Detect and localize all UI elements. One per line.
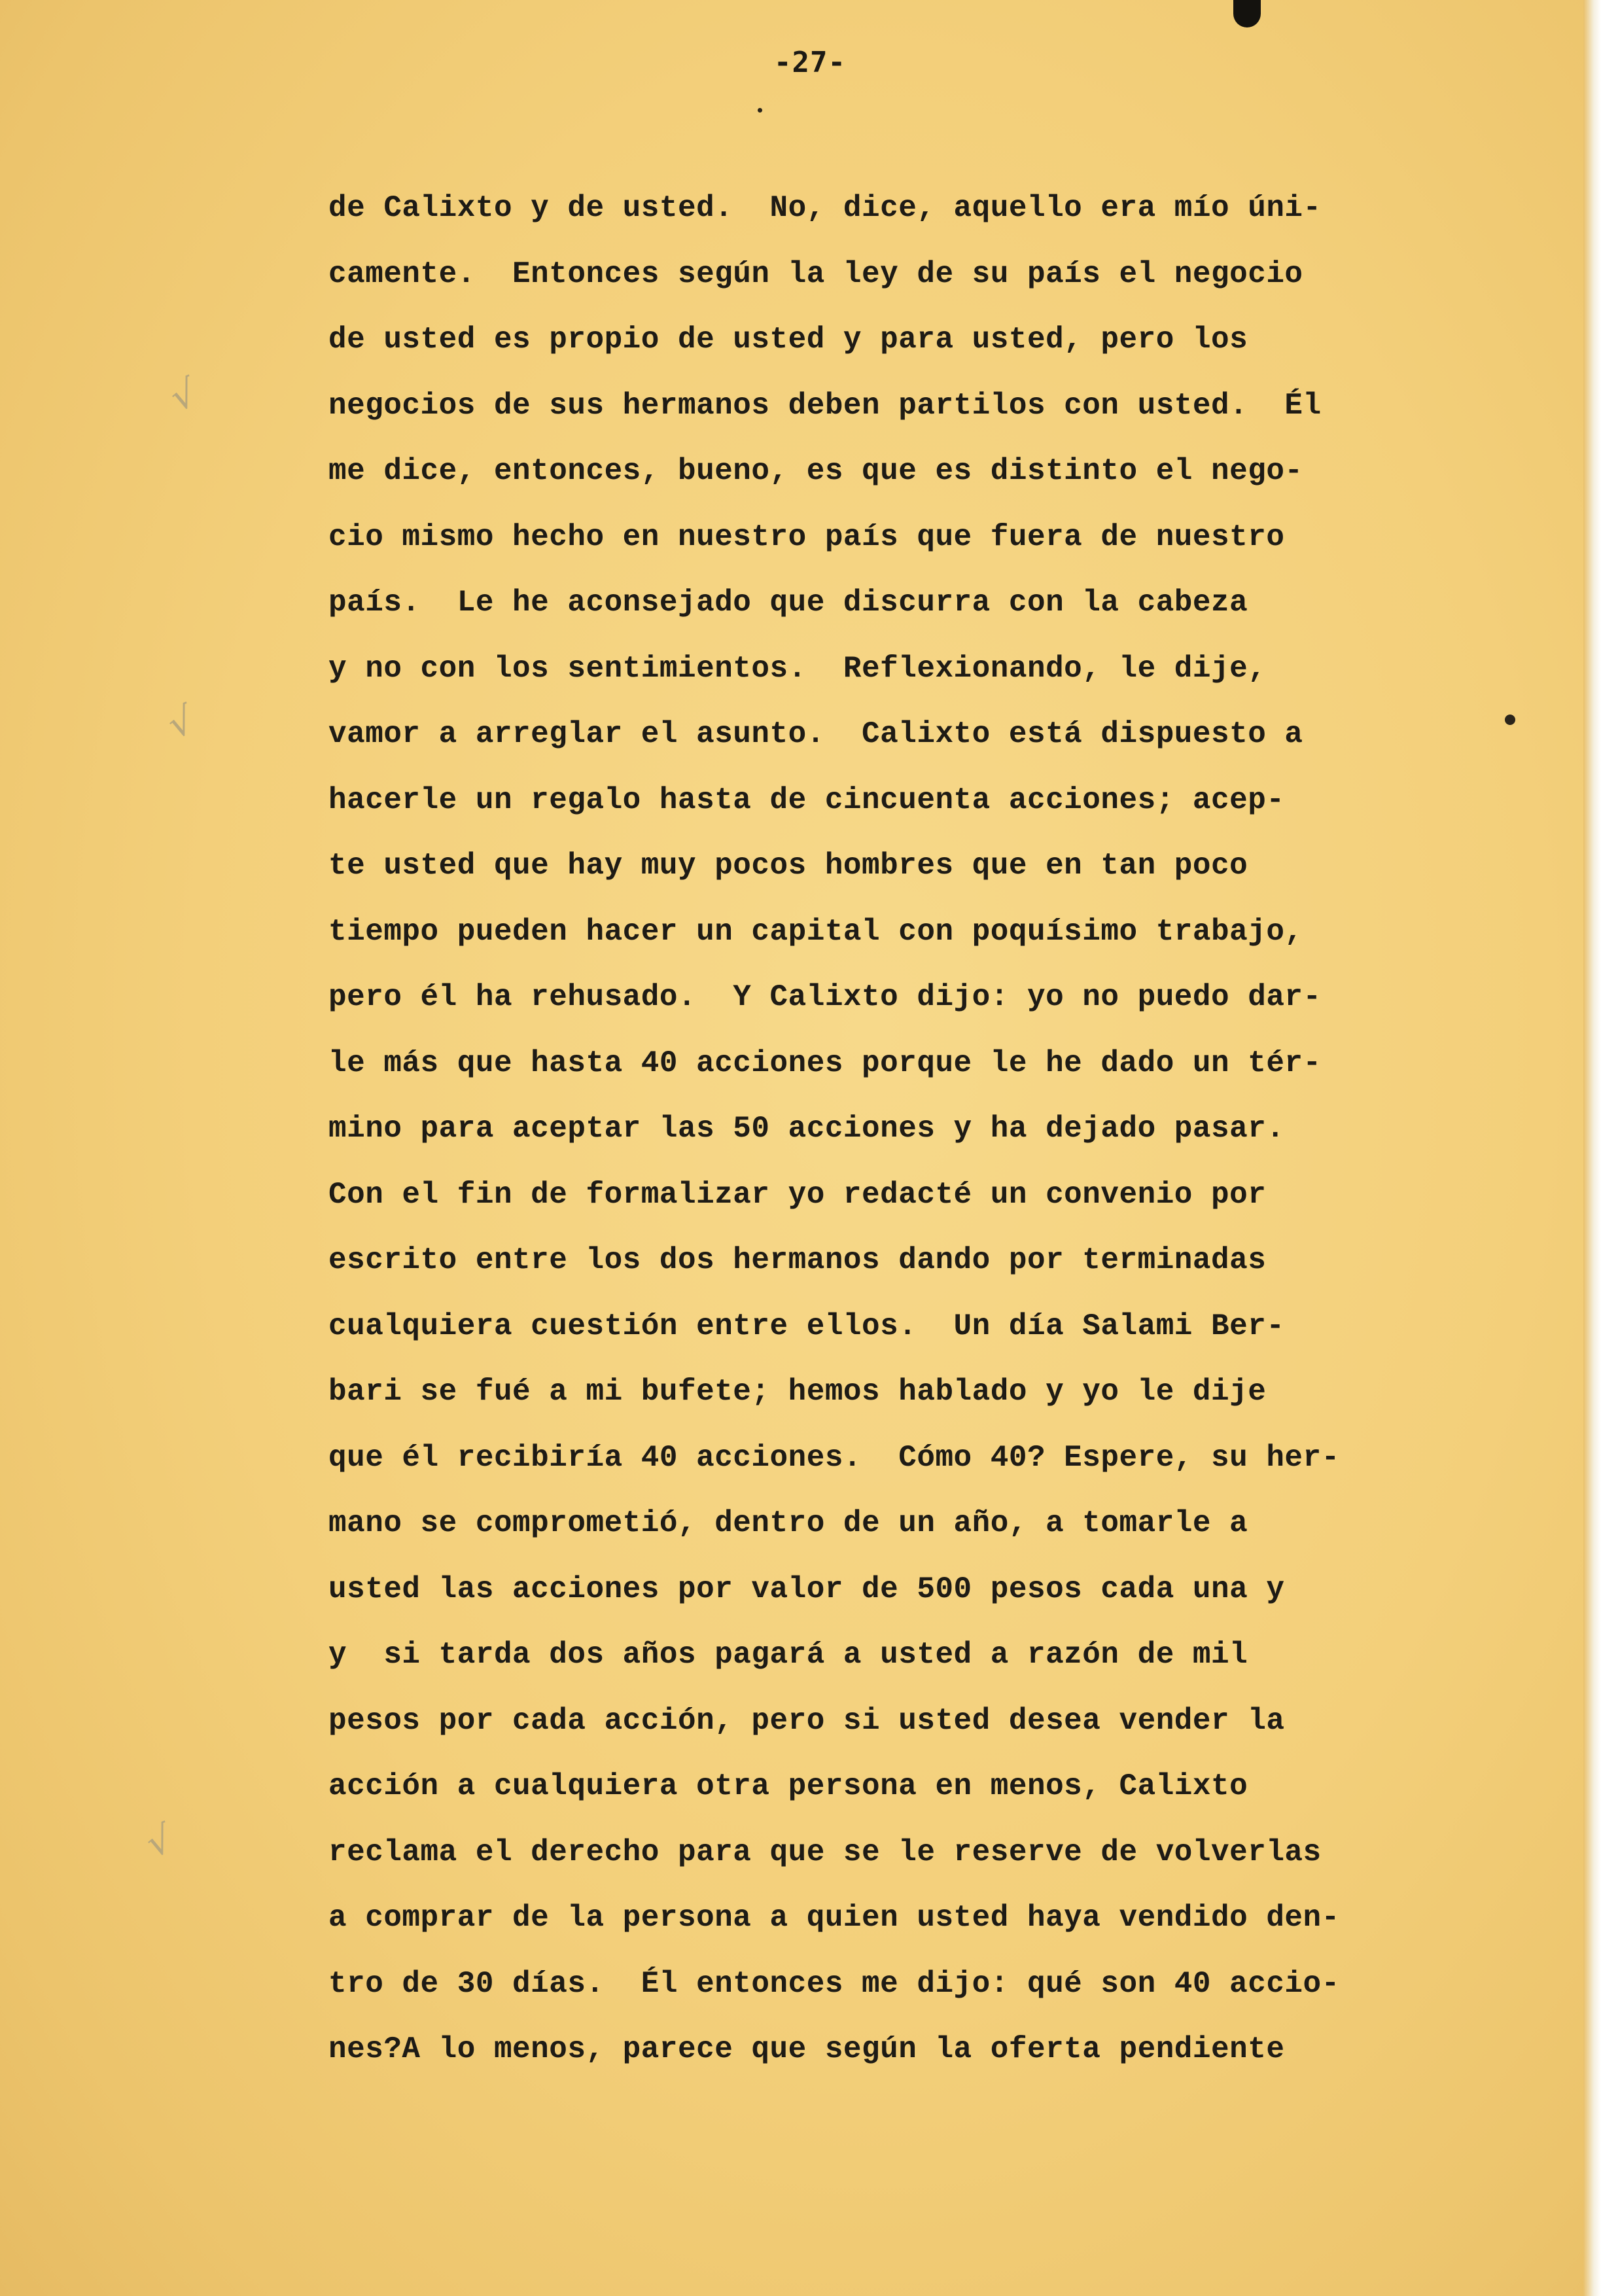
text-line: mano se comprometió, dentro de un año, a tomarle a: [328, 1506, 1248, 1540]
text-line: le más que hasta 40 acciones porque le he dado un tér-: [328, 1046, 1322, 1080]
text-line: camente. Entonces según la ley de su país el negocio: [328, 256, 1303, 291]
text-line: Con el fin de formalizar yo redacté un convenio por: [328, 1177, 1267, 1212]
typed-body-text: [328, 175, 1441, 2083]
text-line: que él recibiría 40 acciones. Cómo 40? Espere, su her-: [328, 1440, 1340, 1475]
text-line: pero él ha rehusado. Y Calixto dijo: yo no puedo dar-: [328, 980, 1322, 1014]
text-line: usted las acciones por valor de 500 pesos cada una y: [328, 1572, 1285, 1606]
text-line: nes?A lo menos, parece que según la oferta pendiente: [328, 2032, 1285, 2066]
text-line: de Calixto y de usted. No, dice, aquello era mío úni-: [328, 191, 1322, 225]
text-line: pesos por cada acción, pero si usted desea vender la: [328, 1703, 1285, 1738]
text-line: tiempo pueden hacer un capital con poquísimo trabajo,: [328, 914, 1303, 949]
text-line: reclama el derecho para que se le reserve de volverlas: [328, 1835, 1322, 1869]
text-line: de usted es propio de usted y para usted, pero los: [328, 323, 1248, 357]
text-line: tro de 30 días. Él entonces me dijo: qué son 40 accio-: [328, 1966, 1340, 2001]
margin-check-mark: √: [164, 370, 203, 421]
text-line: me dice, entonces, bueno, es que es distinto el nego-: [328, 454, 1303, 488]
text-line: mino para aceptar las 50 acciones y ha dejado pasar.: [328, 1112, 1285, 1146]
page-edge: [1583, 0, 1601, 2296]
text-line: y no con los sentimientos. Reflexionando, le dije,: [328, 651, 1267, 686]
text-line: y si tarda dos años pagará a usted a razón de mil: [328, 1638, 1248, 1672]
text-line: acción a cualquiera otra persona en menos, Calixto: [328, 1769, 1248, 1803]
text-line: vamor a arreglar el asunto. Calixto está dispuesto a: [328, 717, 1303, 751]
text-line: negocios de sus hermanos deben partilos con usted. Él: [328, 388, 1322, 423]
text-line: te usted que hay muy pocos hombres que en tan poco: [328, 849, 1248, 883]
ink-spot: [1505, 715, 1515, 725]
page-number: -27-: [774, 46, 846, 79]
text-line: escrito entre los dos hermanos dando por terminadas: [328, 1243, 1267, 1277]
text-line: cio mismo hecho en nuestro país que fuera de nuestro: [328, 520, 1285, 554]
text-line: bari se fué a mi bufete; hemos hablado y yo le dije: [328, 1375, 1267, 1409]
ink-spot: [758, 108, 762, 113]
text-line: cualquiera cuestión entre ellos. Un día Salami Ber-: [328, 1309, 1285, 1343]
margin-check-mark: √: [140, 1816, 179, 1867]
text-line: país. Le he aconsejado que discurra con la cabeza: [328, 586, 1248, 620]
margin-check-mark: √: [162, 697, 200, 748]
paper-clip-mark: [1233, 0, 1261, 27]
text-line: hacerle un regalo hasta de cincuenta acciones; acep-: [328, 783, 1285, 817]
text-line: a comprar de la persona a quien usted haya vendido den-: [328, 1901, 1340, 1935]
